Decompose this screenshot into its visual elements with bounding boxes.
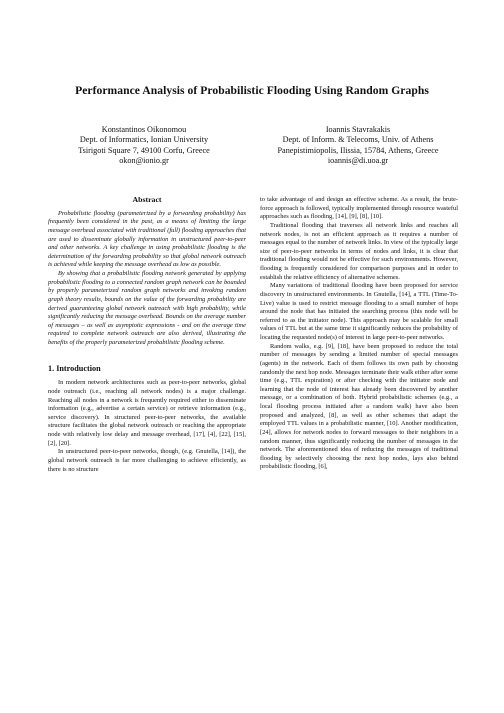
paper-title: Performance Analysis of Probabilistic Flooding Using Random Graphs [75, 84, 429, 97]
abstract-paragraph: Probabilistic flooding (parameterized by a forwarding probability) has frequently been considered in the past, as a means of limiting the large message overhead associated with traditional (full) flooding approaches that are used to disseminate globally information in unstructured peer-to-peer and other networks. A key challenge in using probabilistic flooding is the determination of the forwarding probability so that global network outreach is achieved while keeping the message overhead as low as possible. [48, 209, 246, 269]
author-address: Panepistimiopolis, Ilissia, 15784, Athens, Greece [277, 145, 439, 155]
right-column [260, 196, 458, 472]
body-paragraph: In modern network architectures such as peer-to-peer networks, global node outreach (i.e., reaching all network nodes) is a major challenge. Reaching all nodes in a network is frequently required either to disseminate information (e.g., advertise a certain service) or retrieve information (e.g., service discovery). In structured peer-to-peer networks, the available structure facilitates the global network outreach or reaching the appropriate node with relatively low delay and message overhead, [17], [4], [22], [15], [2], [20]. [48, 379, 246, 447]
author-name: Ioannis Stavrakakis [325, 125, 391, 134]
body-paragraph: Many variations of traditional flooding have been proposed for service discovery in unstructured environments. In Gnutella, [14], a TTL (Time-To-Live) value is used to restrict message flooding to a small number of hops around the node that has initiated the searching process (this node will be referred to as the initiator node). This approach may be scalable for small values of TTL but at the same time it significantly reduces the probability of locating the requested node(s) of interest in large peer-to-peer networks. [260, 282, 458, 341]
author-dept: Dept. of Informatics, Ionian University [79, 135, 209, 145]
author-dept: Dept. of Inform. & Telecoms, Univ. of Athens [282, 135, 434, 145]
abstract-paragraph: By showing that a probabilistic flooding network generated by applying probabilistic flooding to a connected random graph network can be bounded by properly parameterized random graph networks and invoking random graph theory results, bounds on the value of the forwarding probability are derived guaranteeing global network outreach with high probability, while significantly reducing the message overhead. Bounds on the average number of messages – as well as asymptotic expressions - and on the average time required to complete network outreach are also derived, illustrating the benefits of the properly parameterized probabilistic flooding scheme. [48, 270, 246, 346]
body-paragraph: to take advantage of and design an effective scheme. As a result, the brute-force approach is followed, typically implemented through resource wasteful approaches such as flooding, [14], [9], [8], [10]. [260, 196, 458, 221]
section-heading-introduction: 1. Introduction [48, 363, 101, 373]
abstract [48, 196, 246, 348]
author-address: Tsirigoti Square 7, 49100 Corfu, Greece [78, 145, 210, 155]
author-name: Konstantinos Oikonomou [101, 125, 187, 134]
body-paragraph: In unstructured peer-to-peer networks, though, (e.g. Gnutella, [14]), the global network outreach is far more challenging to achieve efficiently, as there is no structure [48, 448, 246, 473]
body-paragraph: Random walks, e.g. [9], [18], have been proposed to reduce the total number of messages by sending a limited number of special messages (agents) in the network. Each of them follows its own path by choosing randomly the next hop node. Messages terminate their walk either after some time (e.g., TTL expiration) or after checking with the initiator node and learning that the node of interest has already been discovered by another message, or a combination of both. Hybrid probabilistic schemes (e.g., a local flooding process initiated after a random walk) have also been proposed and analyzed, [8], as well as other schemes that adapt the employed TTL values in a probabilistic manner, [10]. Another modification, [24], allows for network nodes to forward messages to their neighbors in a random manner, thus significantly reducing the number of messages in the network. The aforementioned idea of reducing the messages of traditional flooding by selectively choosing the next hop nodes, lays also behind probabilistic flooding, [6], [260, 342, 458, 471]
abstract-heading: Abstract [132, 195, 162, 204]
author-email: okon@ionio.gr [119, 155, 169, 165]
author-block-2 [236, 125, 480, 166]
author-email: ioannis@di.uoa.gr [327, 155, 389, 165]
body-paragraph: Traditional flooding that traverses all network links and reaches all network nodes, is not an efficient approach as it requires a number of messages equal to the number of network links. In view of the typically large size of peer-to-peer networks in terms of nodes and links, it is clear that traditional flooding would not be effective for such environments. However, flooding is frequently considered for comparison purposes and in order to establish the relative efficiency of alternative schemes. [260, 221, 458, 281]
author-block-1 [44, 125, 244, 166]
left-column [48, 196, 246, 474]
